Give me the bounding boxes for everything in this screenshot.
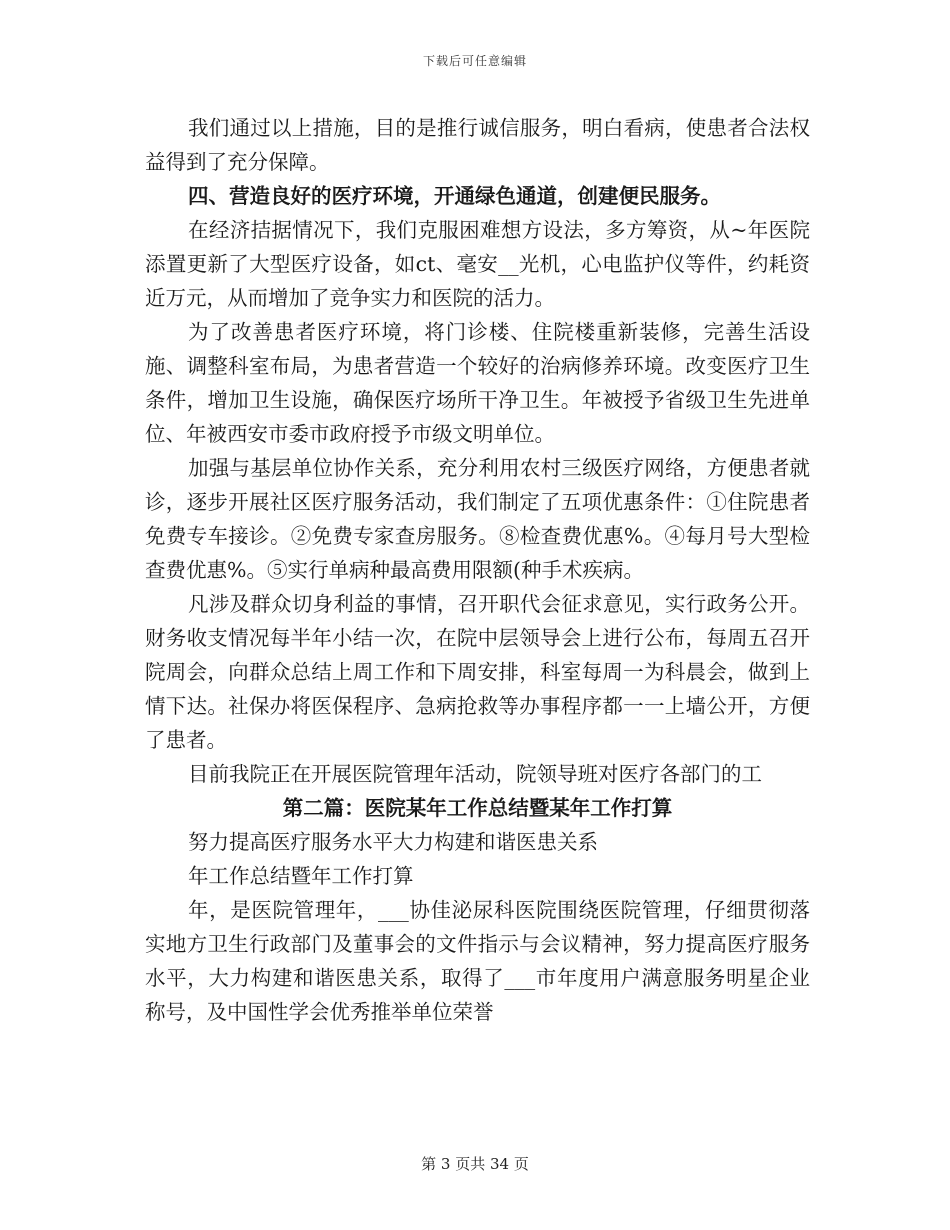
page-footer: 第 3 页共 34 页	[421, 1155, 529, 1173]
page-header: 下载后可任意编辑	[422, 54, 527, 68]
subtitle-line-one: 努力提高医疗服务水平大力构建和谐医患关系	[188, 830, 598, 854]
subtitle-line-two: 年工作总结暨年工作打算	[188, 864, 414, 888]
chapter-title: 第二篇：医院某年工作总结暨某年工作打算	[282, 796, 673, 820]
paragraph-environment: 为了改善患者医疗环境，将门诊楼、住院楼重新装修，完善生活设施、调整科室布局，为患者营造一个较好的治病修养环境。改变医疗卫生条件，增加卫生设施，确保医疗场所干净卫生。年被授予省级卫生先进单位、年被西安市委市政府授予市级文明单位。	[145, 320, 810, 446]
paragraph-management-year: 目前我院正在开展医院管理年活动，院领导班对医疗各部门的工	[188, 762, 762, 786]
paragraph-transparency: 凡涉及群众切身利益的事情，召开职代会征求意见，实行政务公开。财务收支情况每半年小结一次，在院中层领导会上进行公布，每周五召开院周会，向群众总结上周工作和下周安排，科室每周一为科晨会，做到上情下达。社保办将医保程序、急病抢救等办事程序都一一上墙公开，方便了患者。	[145, 592, 810, 752]
section-heading-four: 四、营造良好的医疗环境，开通绿色通道，创建便民服务。	[188, 184, 721, 208]
paragraph-measures-summary: 我们通过以上措施，目的是推行诚信服务，明白看病，使患者合法权益得到了充分保障。	[145, 116, 810, 174]
paragraph-cooperation: 加强与基层单位协作关系，充分利用农村三级医疗网络，方便患者就诊，逐步开展社区医疗服务活动，我们制定了五项优惠条件：①住院患者免费专车接诊。②免费专家查房服务。⑧检查费优惠%。④每月号大型检查费优惠%。⑤实行单病种最高费用限额(种手术疾病。	[145, 456, 810, 582]
paragraph-equipment: 在经济拮据情况下，我们克服困难想方设法，多方筹资，从~年医院添置更新了大型医疗设备，如ct、毫安__光机，心电监护仪等件，约耗资近万元，从而增加了竞争实力和医院的活力。	[145, 218, 810, 310]
paragraph-annual-intro: 年，是医院管理年，___协佳泌尿科医院围绕医院管理，仔细贯彻落实地方卫生行政部门及董事会的文件指示与会议精神，努力提高医疗服务水平，大力构建和谐医患关系，取得了___市年度用户满意服务明星企业称号，及中国性学会优秀推举单位荣誉	[145, 898, 810, 1024]
document-body	[145, 111, 810, 1029]
